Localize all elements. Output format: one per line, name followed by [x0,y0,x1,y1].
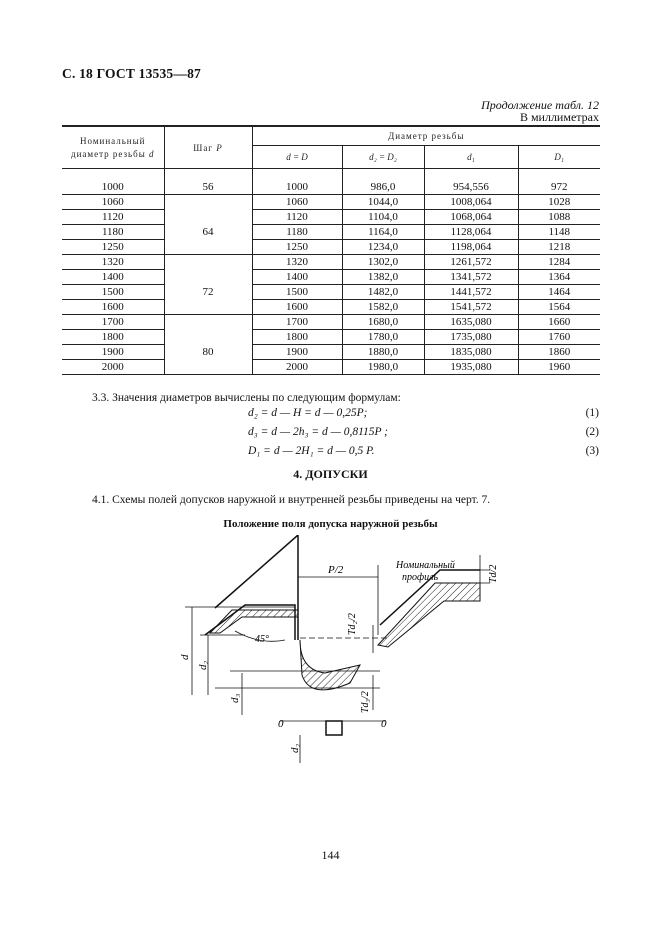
table-row: 1120 1120 1104,0 1068,064 1088 [62,210,600,225]
label-zero-left: 0 [278,718,284,730]
table-row: 1500 72 1500 1482,0 1441,572 1464 [62,285,600,300]
table-row: 1700 1700 1680,0 1635,080 1660 [62,315,600,330]
section-heading-tolerances: 4. ДОПУСКИ [293,467,368,481]
header-d-eq-D: d = D [252,146,342,169]
label-nominal-profile-2: профиль [402,572,439,583]
table-continuation: Продолжение табл. 12 [481,98,599,112]
formula-2: d₃ = d — 2h₃ = d — 0,8115P ; [248,426,389,438]
tolerance-band-right [378,583,480,647]
table-row: 1060 1060 1044,0 1008,064 1028 [62,195,600,210]
formula-1: d₂ = d — H = d — 0,25P; [248,407,368,419]
page-header: С. 18 ГОСТ 13535—87 [62,66,201,81]
formula-2-number: (2) [585,426,599,438]
header-d1: d₁ [424,146,518,169]
label-angle: 45° [255,634,269,645]
paragraph-3-3: 3.3. Значения диаметров вычислены по следующим формулам: [92,392,401,404]
label-d2: d₂ [197,660,209,670]
table-row: 1180 64 1180 1164,0 1128,064 1148 [62,225,600,240]
table-row: 1000 56 1000 986,0 954,556 972 [62,180,600,195]
tolerance-diagram [150,535,510,765]
thread-table [62,125,600,375]
formula-1-number: (1) [585,407,599,419]
table-row: 1400 1400 1382,0 1341,572 1364 [62,270,600,285]
label-d3: d₃ [229,693,241,703]
label-d: d [179,654,191,660]
table-row: 1800 1800 1780,0 1735,080 1760 [62,330,600,345]
header-D1: D₁ [518,146,600,169]
tolerance-band-root [300,640,360,690]
label-td3-half: Td₃/2 [360,691,371,713]
header-step: Шаг P [164,126,252,169]
figure-title: Положение поля допуска наружной резьбы [223,518,438,530]
table-units: В миллиметрах [519,110,599,124]
paragraph-4-1: 4.1. Схемы полей допусков наружной и внутренней резьбы приведены на черт. 7. [92,494,491,506]
table-row: 1250 1250 1234,0 1198,064 1218 [62,240,600,255]
label-d2-bottom: d₂ [289,743,301,753]
tolerance-band-top-left [210,610,298,633]
label-nominal-profile-1: Номинальный [396,560,455,571]
page-number: 144 [321,848,340,862]
label-td2-half: Td₂/2 [347,613,358,635]
formula-3-number: (3) [585,445,599,457]
header-d2-eq-D2: d₂ = D₂ [342,146,424,169]
header-diameters: Диаметр резьбы [252,126,600,146]
table-row: 1900 80 1900 1880,0 1835,080 1860 [62,345,600,360]
header-nominal: Номинальный диаметр резьбы d [62,126,164,169]
table-row: 2000 2000 1980,0 1935,080 1960 [62,360,600,375]
label-zero-right: 0 [381,718,387,730]
label-td-half: Td/2 [488,564,499,583]
label-p-half: P/2 [328,564,344,576]
formula-3: D₁ = d — 2H₁ = d — 0,5 P. [248,445,375,457]
table-row: 1600 1600 1582,0 1541,572 1564 [62,300,600,315]
table-row: 1320 1320 1302,0 1261,572 1284 [62,255,600,270]
